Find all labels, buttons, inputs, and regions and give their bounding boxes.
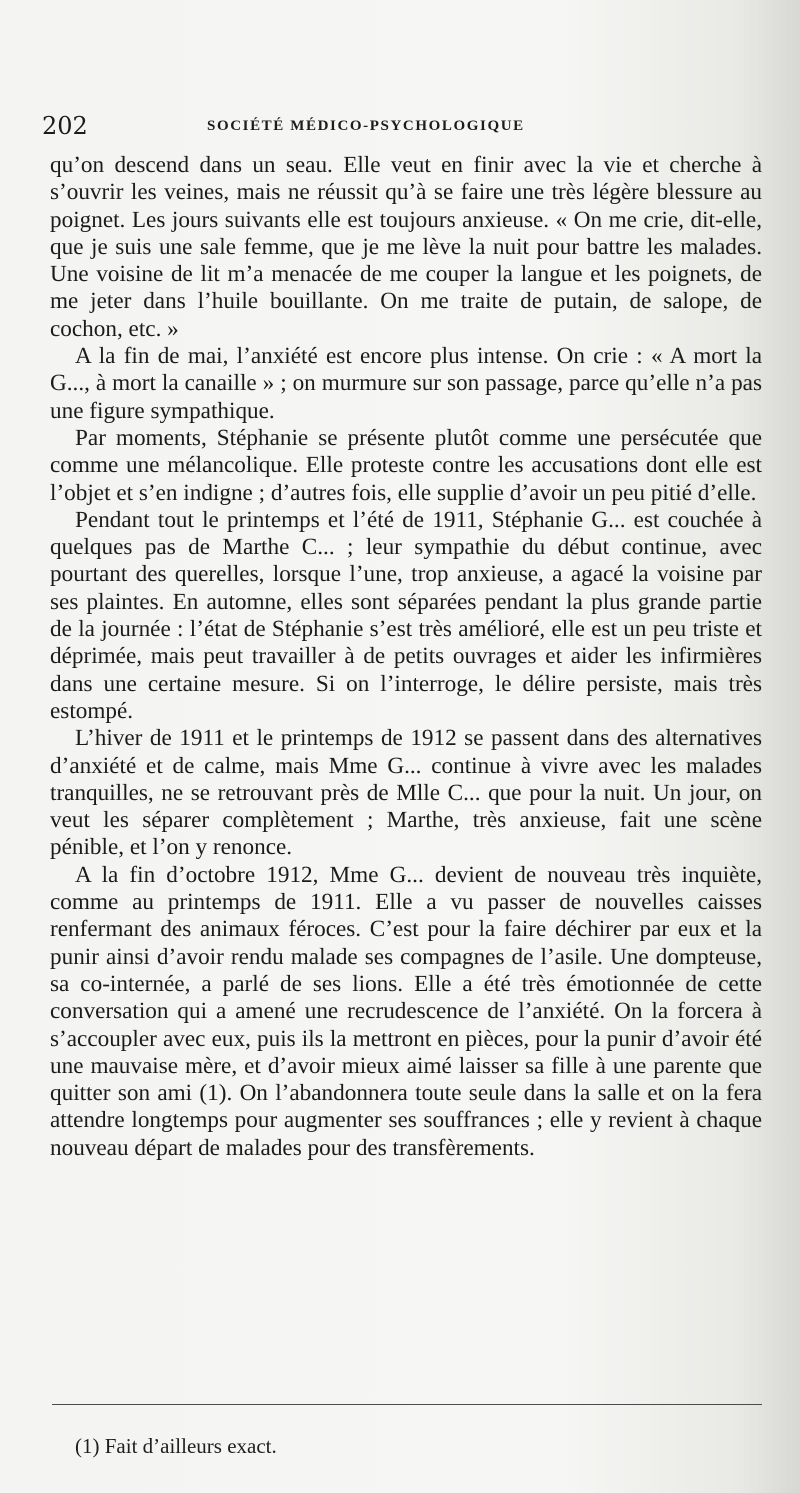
paragraph: Par moments, Stéphanie se présente plutôt comme une persécutée que comme une mélancolique. Elle proteste contre les accusations dont elle est l’objet et s’en indigne ; d’autres fois, elle supplie d’avoir un peu pitié d’elle. bbox=[50, 424, 762, 506]
running-title: SOCIÉTÉ MÉDICO-PSYCHOLOGIQUE bbox=[207, 118, 525, 134]
page-number: 202 bbox=[42, 112, 88, 140]
footnote-divider bbox=[52, 1404, 762, 1405]
page-header bbox=[42, 112, 762, 146]
paragraph: A la fin de mai, l’anxiété est encore plus intense. On crie : « A mort la G..., à mort la canaille » ; on murmure sur son passage, parce qu’elle n’a pas une figure sympathique. bbox=[50, 343, 762, 424]
paragraph: A la fin d’octobre 1912, Mme G... devient de nouveau très inquiète, comme au printemps de 1911. Elle a vu passer de nouvelles caisses renfermant des animaux féroces. C’est pour la faire déchirer par eux et la punir ainsi d’avoir rendu malade ses compagnes de l’asile. Une dompteuse, sa co-internée, a parlé de ses lions. Elle a été très émotionnée de cette conversation qui a amené une recrudescence de l’anxiété. On la forcera à s’accoupler avec eux, puis ils la mettront en pièces, pour la punir d’avoir été une mauvaise mère, et d’avoir mieux aimé laisser sa fille à une parente que quitter son ami (1). On l’abandonnera toute seule dans la salle et on la fera attendre longtemps pour augmenter ses souffrances ; elle y revient à chaque nouveau départ de malades pour des transfèrements. bbox=[50, 861, 762, 1161]
body-text bbox=[50, 152, 762, 1162]
footnote: (1) Fait d’ailleurs exact. bbox=[75, 1434, 277, 1458]
paragraph: Pendant tout le printemps et l’été de 1911, Stéphanie G... est couchée à quelques pas de Marthe C... ; leur sympathie du début continue, avec pourtant des querelles, lorsque l’une, trop anxieuse, a agacé la voisine par ses plaintes. En automne, elles sont séparées pendant la plus grande partie de la journée : l’état de Stéphanie s’est très amélioré, elle est un peu triste et déprimée, mais peut travailler à de petits ouvrages et aider les infirmières dans une certaine mesure. Si on l’interroge, le délire persiste, mais très estompé. bbox=[50, 506, 762, 724]
paragraph: L’hiver de 1911 et le printemps de 1912 se passent dans des alternatives d’anxiété et de calme, mais Mme G... continue à vivre avec les malades tranquilles, ne se retrouvant près de Mlle C... que pour la nuit. Un jour, on veut les séparer complètement ; Marthe, très anxieuse, fait une scène pénible, et l’on y renonce. bbox=[50, 725, 762, 861]
paragraph: qu’on descend dans un seau. Elle veut en finir avec la vie et cherche à s’ouvrir les veines, mais ne réussit qu’à se faire une très légère blessure au poignet. Les jours suivants elle est toujours anxieuse. « On me crie, dit-elle, que je suis une sale femme, que je me lève la nuit pour battre les malades. Une voisine de lit m’a menacée de me couper la langue et les poignets, de me jeter dans l’huile bouillante. On me traite de putain, de salope, de cochon, etc. » bbox=[50, 152, 762, 342]
